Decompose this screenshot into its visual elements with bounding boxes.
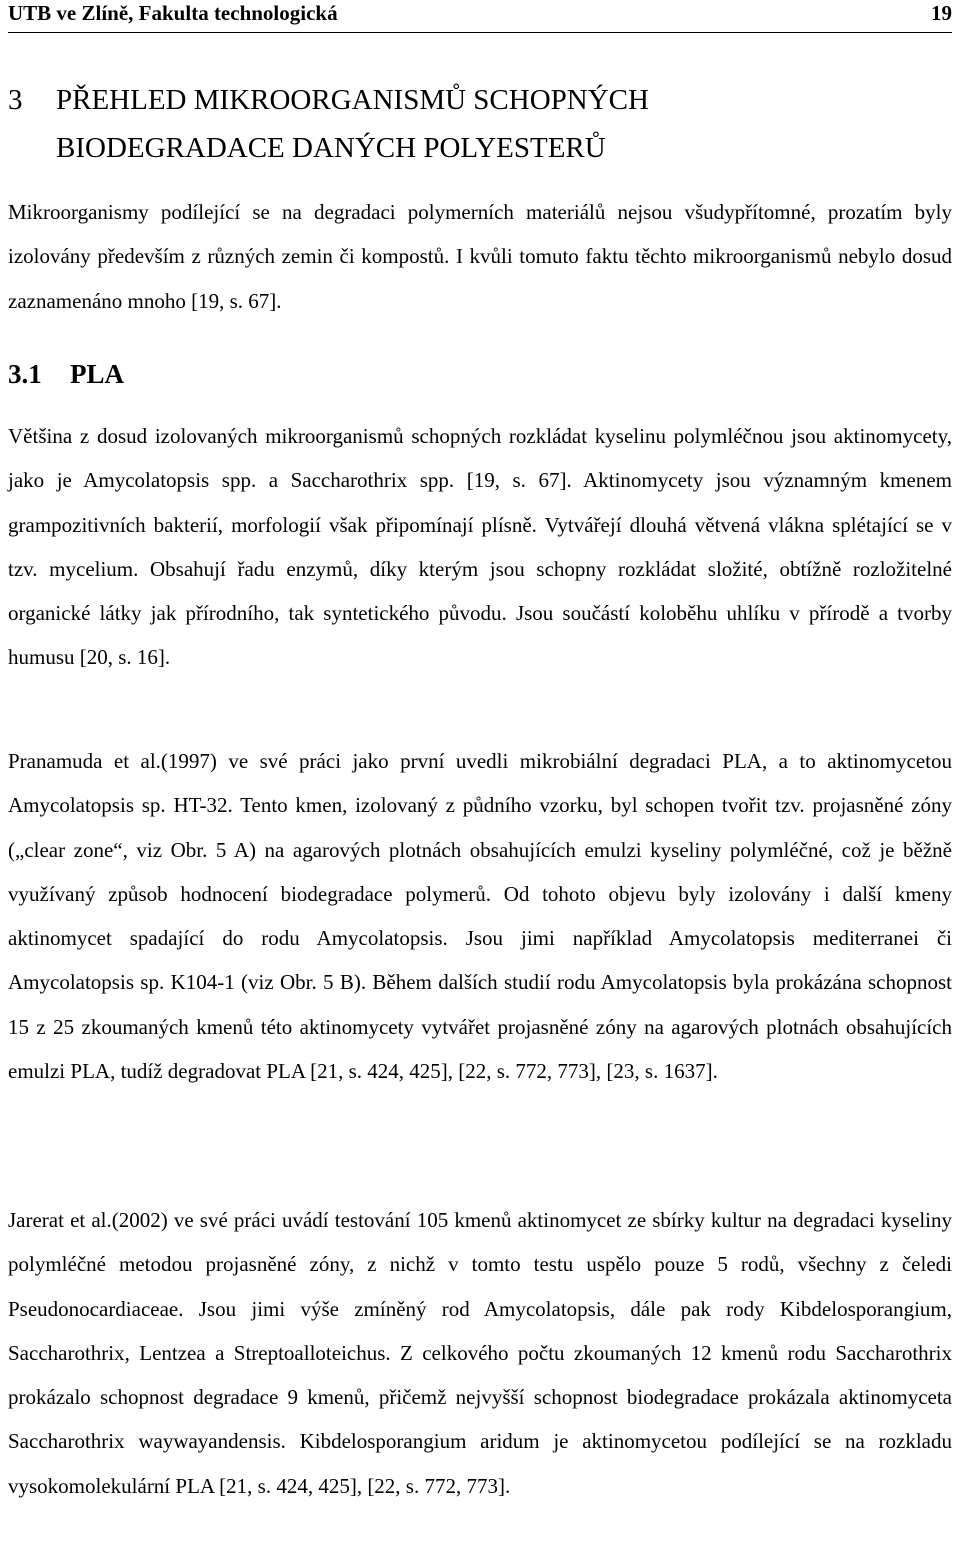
intro-paragraph: Mikroorganismy podílející se na degradaci polymerních materiálů nejsou všudypřítomné, prozatím byly izolovány především z různých zemin či kompostů. I kvůli tomuto faktu těchto mikroorganismů nebylo dosud zaznamenáno mnoho [19, s. 67]. (8, 200, 952, 313)
header-institution: UTB ve Zlíně, Fakulta technologická (8, 1, 338, 25)
chapter-title-line1: PŘEHLED MIKROORGANISMŮ SCHOPNÝCH (56, 84, 649, 116)
chapter-number: 3 (8, 84, 23, 116)
paragraph-jarerat: Jarerat et al.(2002) ve své práci uvádí testování 105 kmenů aktinomycet ze sbírky kultur na degradaci kyseliny polymléčné metodou projasněné zóny, z nichž v tomto testu uspělo pouze 5 rodů, všechny z čeledi Pseudonocardiaceae. Jsou jimi výše zmíněný rod Amycolatopsis, dále pak rody Kibdelosporangium, Saccharothrix, Lentzea a Streptoalloteichus. Z celkového počtu zkoumaných 12 kmenů rodu Saccharothrix prokázalo schopnost degradace 9 kmenů, přičemž nejvyšší schopnost biodegradace prokázala aktinomyceta Saccharothrix waywayandensis. Kibdelosporangium aridum je aktinomycetou podílející se na rozkladu vysokomolekulární PLA [21, s. 424, 425], [22, s. 772, 773]. (8, 1208, 952, 1498)
chapter-heading (8, 76, 649, 172)
page-number: 19 (931, 1, 952, 25)
section-number: 3.1 (8, 359, 42, 389)
section-heading (8, 352, 124, 396)
paragraph-actinomycetes: Většina z dosud izolovaných mikroorganismů schopných rozkládat kyselinu polymléčnou jsou aktinomycety, jako je Amycolatopsis spp. a Saccharothrix spp. [19, s. 67]. Aktinomycety jsou významným kmenem grampozitivních bakterií, morfologií však připomínají plísně. Vytvářejí dlouhá větvená vlákna splétající se v tzv. mycelium. Obsahují řadu enzymů, díky kterým jsou schopny rozkládat složité, obtížně rozložitelné organické látky jak přírodního, tak syntetického původu. Jsou součástí koloběhu uhlíku v přírodě a tvorby humusu [20, s. 16]. (8, 424, 952, 670)
chapter-title-line2: BIODEGRADACE DANÝCH POLYESTERŮ (56, 132, 606, 164)
section-title: PLA (70, 359, 124, 389)
paragraph-pranamuda: Pranamuda et al.(1997) ve své práci jako první uvedli mikrobiální degradaci PLA, a to aktinomycetou Amycolatopsis sp. HT-32. Tento kmen, izolovaný z půdního vzorku, byl schopen tvořit tzv. projasněné zóny („clear zone“, viz Obr. 5 A) na agarových plotnách obsahujících emulzi kyseliny polymléčné, což je běžně využívaný způsob hodnocení biodegradace polymerů. Od tohoto objevu byly izolovány i další kmeny aktinomycet spadající do rodu Amycolatopsis. Jsou jimi například Amycolatopsis mediterranei či Amycolatopsis sp. K104-1 (viz Obr. 5 B). Během dalších studií rodu Amycolatopsis byla prokázána schopnost 15 z 25 zkoumaných kmenů této aktinomycety vytvářet projasněné zóny na agarových plotnách obsahujících emulzi PLA, tudíž degradovat PLA [21, s. 424, 425], [22, s. 772, 773], [23, s. 1637]. (8, 749, 952, 1084)
page-header (8, 0, 952, 33)
